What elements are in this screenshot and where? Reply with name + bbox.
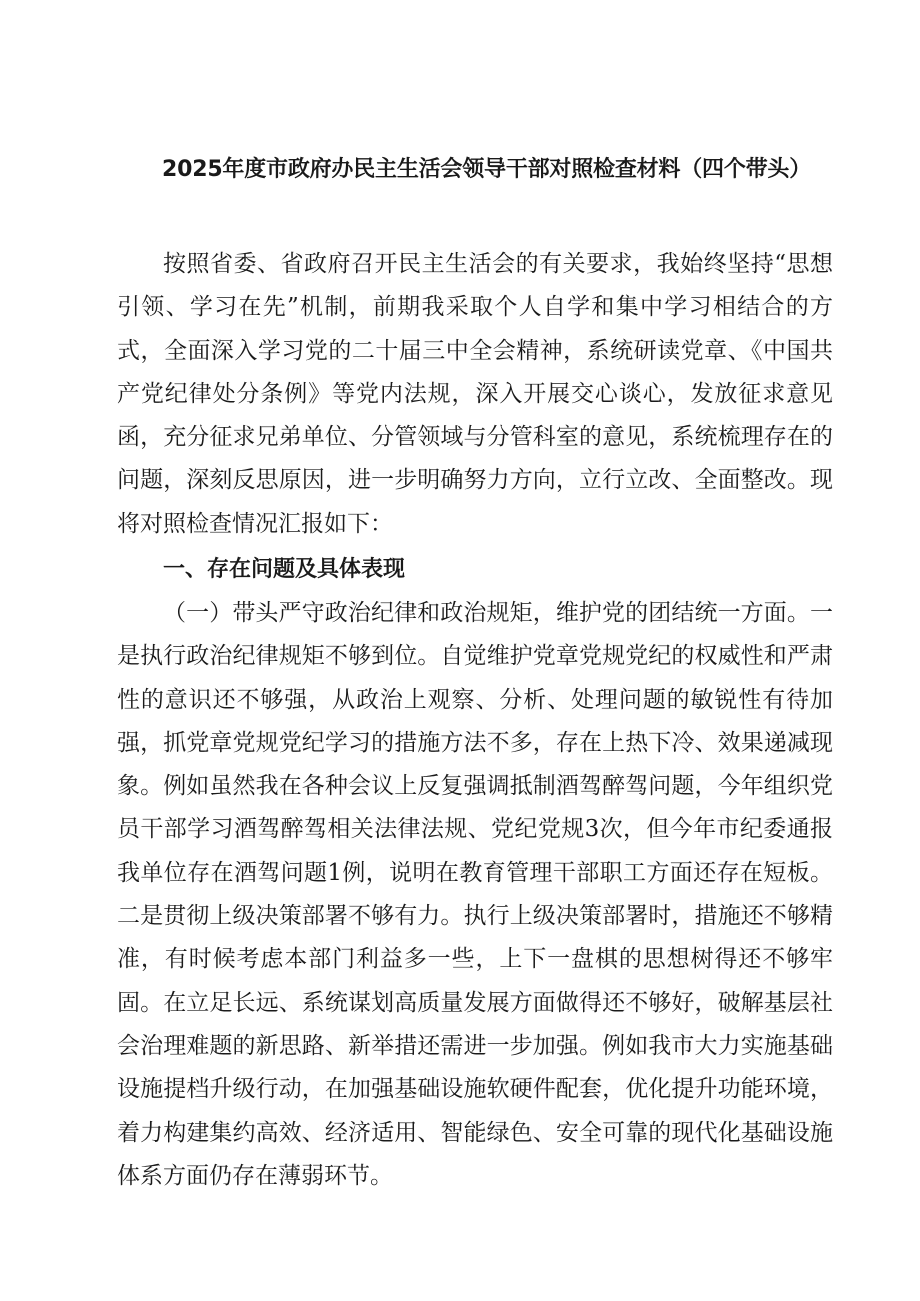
section-paragraph-political-discipline: （一）带头严守政治纪律和政治规矩，维护党的团结统一方面。一是执行政治纪律规矩不够到位。自觉维护党章党规党纪的权威性和严肃性的意识还不够强，从政治上观察、分析、处理问题的敏锐性有待加强，抓党章党规党纪学习的措施方法不多，存在上热下冷、效果递减现象。例如虽然我在各种会议上反复强调抵制酒驾醉驾问题，今年组织党员干部学习酒驾醉驾相关法律法规、党纪党规3次，但今年市纪委通报我单位存在酒驾问题1例，说明在教育管理干部职工方面还存在短板。二是贯彻上级决策部署不够有力。执行上级决策部署时，措施还不够精准，有时候考虑本部门利益多一些，上下一盘棋的思想树得还不够牢固。在立足长远、系统谋划高质量发展方面做得还不够好，破解基层社会治理难题的新思路、新举措还需进一步加强。例如我市大力实施基础设施提档升级行动，在加强基础设施软硬件配套，优化提升功能环境，着力构建集约高效、经济适用、智能绿色、安全可靠的现代化基础设施体系方面仍存在薄弱环节。	[117, 600, 833, 1189]
section-heading-problems: 一、存在问题及具体表现	[163, 557, 406, 582]
intro-paragraph: 按照省委、省政府召开民主生活会的有关要求，我始终坚持“思想引领、学习在先”机制，前期我采取个人自学和集中学习相结合的方式，全面深入学习党的二十届三中全会精神，系统研读党章、《中国共产党纪律处分条例》等党内法规，深入开展交心谈心，发放征求意见函，充分征求兄弟单位、分管领域与分管科室的意见，系统梳理存在的问题，深刻反思原因，进一步明确努力方向，立行立改、全面整改。现将对照检查情况汇报如下：	[117, 251, 833, 537]
document-title: 2025年度市政府办民主生活会领导干部对照检查材料（四个带头）	[162, 157, 812, 182]
